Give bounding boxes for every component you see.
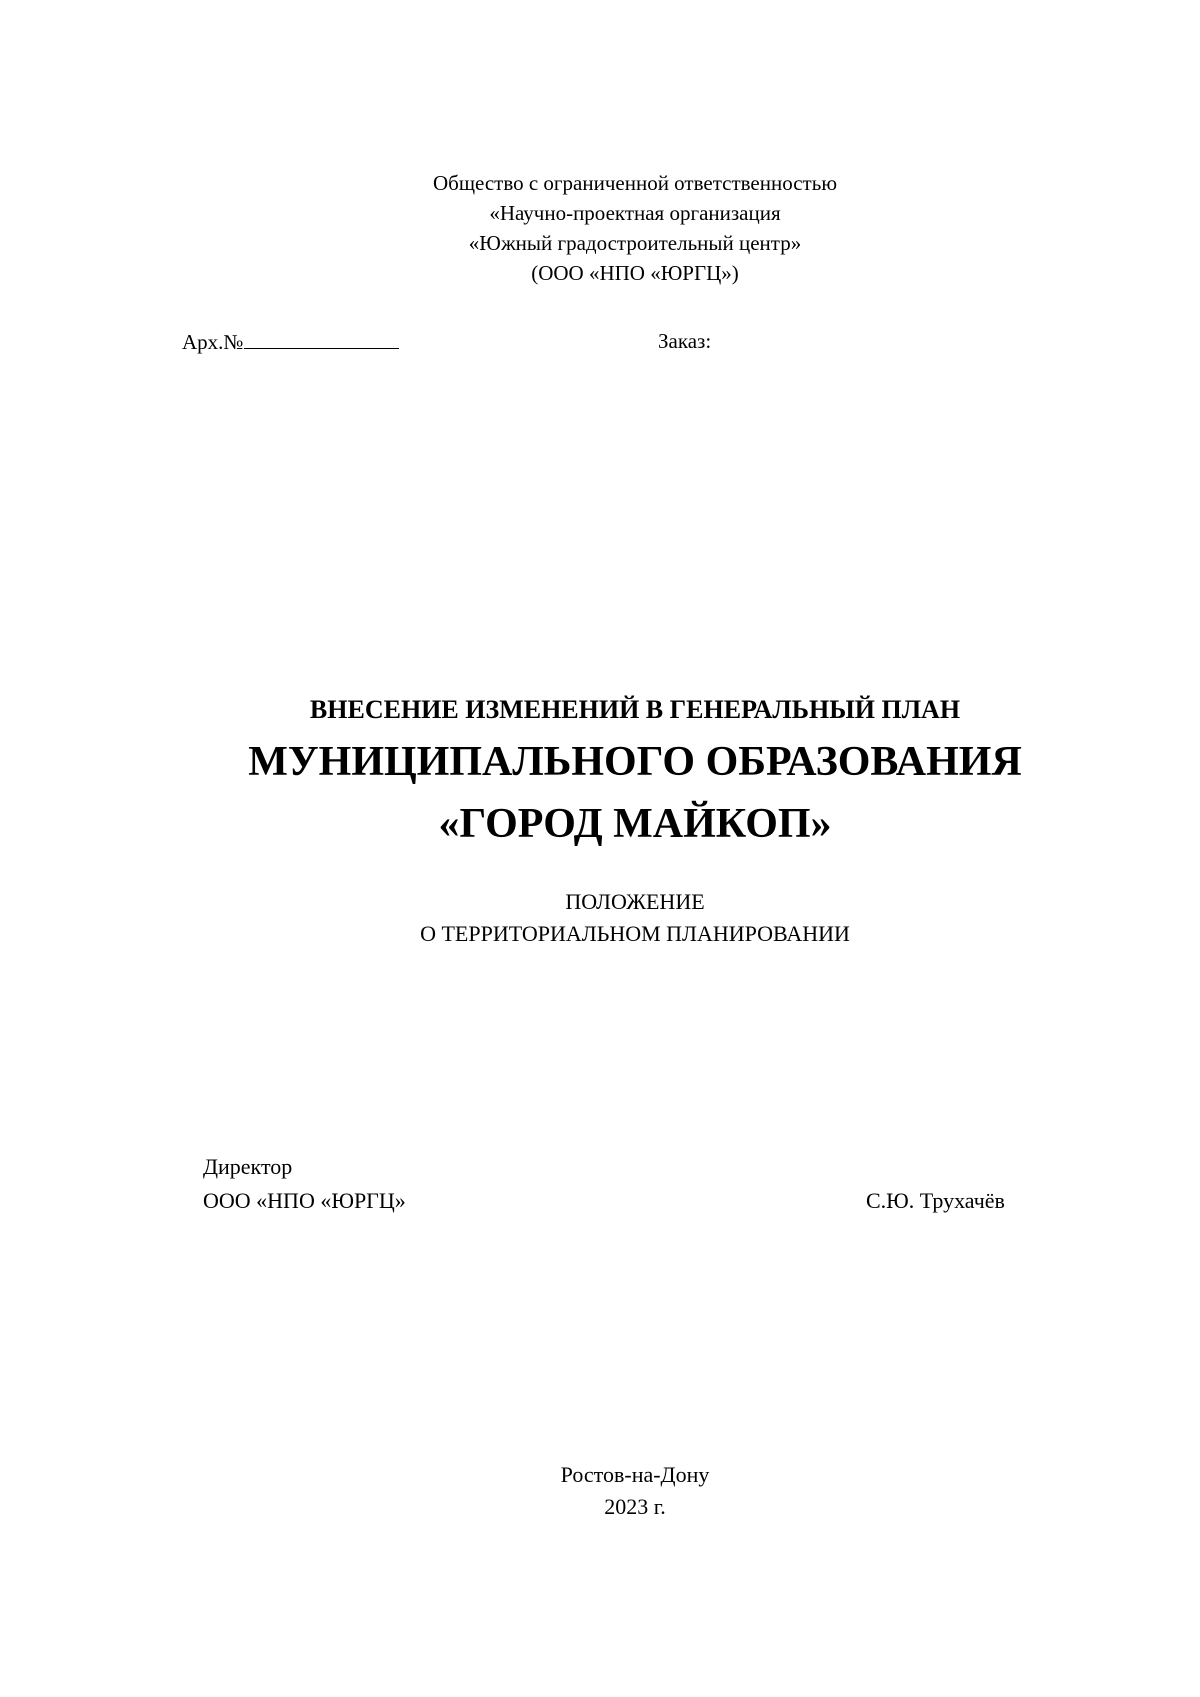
archive-number-field xyxy=(182,326,399,357)
position-title: Директор xyxy=(203,1154,293,1179)
order-field xyxy=(658,326,711,356)
title-main-line-1: МУНИЦИПАЛЬНОГО ОБРАЗОВАНИЯ xyxy=(248,739,1022,785)
signer-name: С.Ю. Трухачёв xyxy=(866,1188,1005,1213)
org-name-line-2: «Научно-проектная организация xyxy=(489,201,781,225)
place-and-date xyxy=(0,1459,1200,1523)
document-section-title xyxy=(0,886,1200,950)
year: 2023 г. xyxy=(604,1494,666,1519)
org-name-line-3: «Южный градостроительный центр» xyxy=(468,231,802,255)
document-title xyxy=(0,690,1200,854)
title-main-line-2: «ГОРОД МАЙКОП» xyxy=(438,801,832,847)
position-organization: ООО «НПО «ЮРГЦ» xyxy=(203,1188,406,1213)
organization-header xyxy=(0,168,1200,288)
section-line-2: О ТЕРРИТОРИАЛЬНОМ ПЛАНИРОВАНИИ xyxy=(420,921,850,946)
archive-number-label: Арх.№ xyxy=(182,330,244,354)
city: Ростов-на-Дону xyxy=(560,1462,710,1487)
org-name-line-1: Общество с ограниченной ответственностью xyxy=(432,171,838,195)
section-line-1: ПОЛОЖЕНИЕ xyxy=(565,889,705,914)
signatory-position xyxy=(203,1150,406,1218)
order-label: Заказ: xyxy=(658,329,712,353)
org-short-name: (ООО «НПО «ЮРГЦ») xyxy=(531,261,739,285)
title-subtitle: ВНЕСЕНИЕ ИЗМЕНЕНИЙ В ГЕНЕРАЛЬНЫЙ ПЛАН xyxy=(309,695,961,724)
archive-number-blank-line xyxy=(244,326,399,349)
